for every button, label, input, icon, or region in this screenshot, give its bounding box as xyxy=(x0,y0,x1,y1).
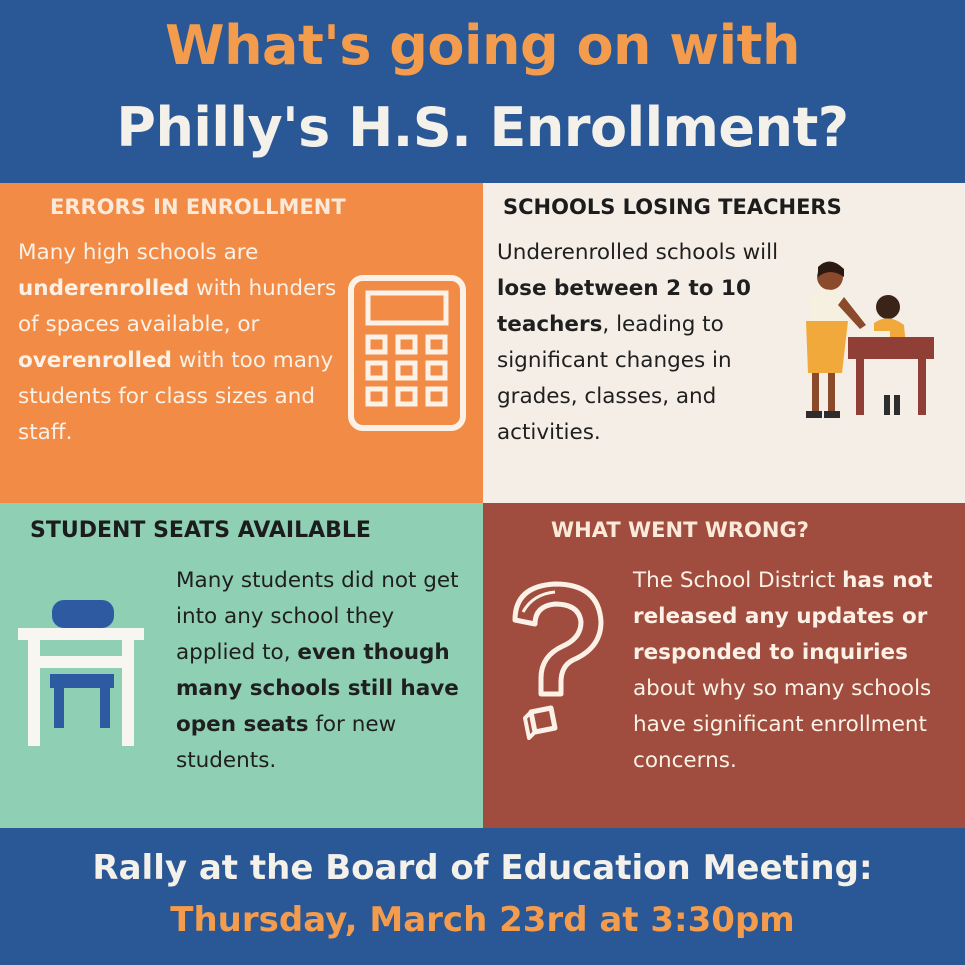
panel-text-run: Many students did not get into any school they applied to, xyxy=(176,568,459,665)
rally-headline: Rally at the Board of Education Meeting: xyxy=(92,848,873,888)
question-mark-icon xyxy=(503,578,613,753)
panel-text-run: Many high schools are xyxy=(18,240,259,265)
panel-schools-losing-teachers xyxy=(483,183,965,503)
panel-text-run: with hunders of spaces available, or xyxy=(18,276,337,337)
panel-title: STUDENT SEATS AVAILABLE xyxy=(30,518,371,543)
panel-text-run: for new students. xyxy=(176,712,397,773)
panel-text-bold: overenrolled xyxy=(18,348,172,373)
panel-text-run: , leading to significant changes in grades, classes, and activities. xyxy=(497,312,732,445)
teacher-student-icon xyxy=(788,255,948,435)
panel-text-run: about why so many schools have significant enrollment concerns. xyxy=(633,676,932,773)
panel-errors-in-enrollment xyxy=(0,183,483,503)
desk-chair-icon xyxy=(18,598,148,753)
panel-title: SCHOOLS LOSING TEACHERS xyxy=(503,195,842,219)
footer xyxy=(0,828,965,965)
rally-date-time: Thursday, March 23rd at 3:30pm xyxy=(170,900,795,940)
panel-text xyxy=(176,563,476,779)
calculator-icon xyxy=(346,273,468,433)
panel-text xyxy=(633,563,953,779)
title-line-2: Philly's H.S. Enrollment? xyxy=(116,96,849,159)
panel-what-went-wrong xyxy=(483,503,965,828)
panel-text-run: with too many students for class sizes and staff. xyxy=(18,348,334,445)
panel-text-bold: has not released any updates or responded to inquiries xyxy=(633,568,933,665)
panel-text-run: The School District xyxy=(633,568,843,593)
panel-student-seats-available xyxy=(0,503,483,828)
panel-text-bold: lose between 2 to 10 teachers xyxy=(497,276,751,337)
header xyxy=(0,0,965,183)
panel-text-run: Underenrolled schools will xyxy=(497,240,779,265)
title-line-1: What's going on with xyxy=(165,14,800,77)
panel-title: ERRORS IN ENROLLMENT xyxy=(50,195,346,219)
panel-title: WHAT WENT WRONG? xyxy=(551,518,809,542)
panel-text xyxy=(18,235,348,451)
panel-text-bold: underenrolled xyxy=(18,276,190,301)
panel-text-bold: even though many schools still have open seats xyxy=(176,640,459,737)
panel-text xyxy=(497,235,797,451)
